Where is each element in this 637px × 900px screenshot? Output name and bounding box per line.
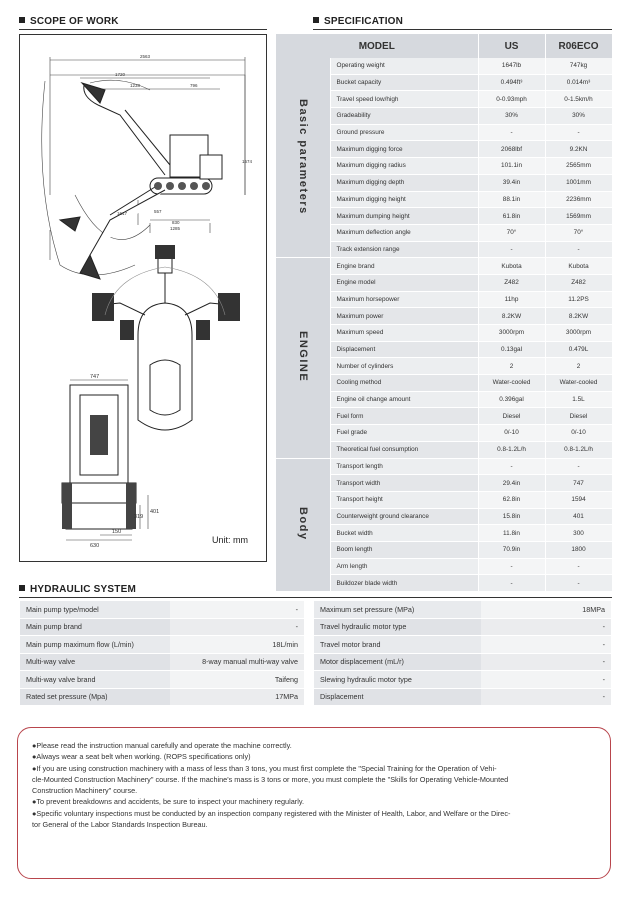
dim-label: 830 bbox=[172, 220, 180, 225]
spec-us-value: - bbox=[478, 575, 545, 592]
spec-metric-value: 0.479L bbox=[545, 341, 612, 358]
dim-label: 1238 bbox=[130, 83, 141, 88]
spec-us-value: 70° bbox=[478, 224, 545, 241]
scope-section-title: SCOPE OF WORK bbox=[19, 16, 119, 27]
notice-line: ●If you are using construction machinery with a mass of less than 3 tons, you must first complete the "Special Training for the Operation of Vehi- bbox=[32, 763, 497, 773]
spec-title-rule bbox=[313, 29, 612, 30]
spec-metric-value: 2565mm bbox=[545, 158, 612, 175]
safety-notice-box bbox=[17, 727, 611, 879]
hydraulic-section-title: HYDRAULIC SYSTEM bbox=[19, 584, 136, 595]
spec-us-value: 39.4in bbox=[478, 174, 545, 191]
spec-metric-value: - bbox=[545, 558, 612, 575]
dim-label: 796 bbox=[190, 83, 198, 88]
hydraulic-row bbox=[20, 653, 304, 671]
spec-metric-value: 1569mm bbox=[545, 208, 612, 225]
spec-param: Maximum power bbox=[330, 308, 478, 325]
spec-param: Maximum horsepower bbox=[330, 291, 478, 308]
hydraulic-value: - bbox=[481, 636, 611, 654]
hydraulic-value: - bbox=[481, 653, 611, 671]
spec-metric-value: 70° bbox=[545, 224, 612, 241]
spec-group-name: Body bbox=[296, 507, 309, 541]
hydraulic-label: Multi-way valve bbox=[20, 653, 170, 671]
spec-param: Maximum dumping height bbox=[330, 208, 478, 225]
spec-metric-value: 2236mm bbox=[545, 191, 612, 208]
spec-us-value: 0.8-1.2L/h bbox=[478, 441, 545, 458]
spec-metric-value: 11.2PS bbox=[545, 291, 612, 308]
spec-us-value: 0.396gal bbox=[478, 391, 545, 408]
spec-us-value: 88.1in bbox=[478, 191, 545, 208]
hydraulic-row bbox=[314, 671, 611, 689]
spec-param: Maximum deflection angle bbox=[330, 224, 478, 241]
hydraulic-row bbox=[314, 636, 611, 654]
spec-param: Bucket width bbox=[330, 525, 478, 542]
spec-param: Maximum digging height bbox=[330, 191, 478, 208]
spec-param: Transport width bbox=[330, 475, 478, 492]
hydraulic-row bbox=[314, 688, 611, 706]
spec-metric-value: 0.014m³ bbox=[545, 74, 612, 91]
spec-us-value: 1647lb bbox=[478, 58, 545, 74]
hydraulic-title-rule bbox=[19, 597, 612, 598]
dim-label: 1285 bbox=[170, 226, 181, 231]
hydraulic-value: 18MPa bbox=[481, 601, 611, 618]
header-model-name: R06ECO bbox=[545, 34, 612, 58]
hydraulic-row bbox=[314, 618, 611, 636]
spec-param: Ground pressure bbox=[330, 124, 478, 141]
spec-us-value: 8.2KW bbox=[478, 308, 545, 325]
notice-line: cle-Mounted Construction Machinery" course. If the machine's mass is 3 tons or more, you must complete the "Skills for Operating Vehicle-Mounted bbox=[32, 774, 509, 784]
scope-title-rule bbox=[19, 29, 267, 30]
spec-metric-value: Diesel bbox=[545, 408, 612, 425]
spec-metric-value: 300 bbox=[545, 525, 612, 542]
dim-label: 1574 bbox=[242, 159, 253, 164]
spec-group-name: Basic parameters bbox=[296, 98, 309, 215]
spec-param: Travel speed low/high bbox=[330, 91, 478, 108]
spec-us-value: 2 bbox=[478, 358, 545, 375]
hydraulic-row bbox=[20, 671, 304, 689]
spec-param: Operating weight bbox=[330, 58, 478, 74]
hydraulic-label: Maximum set pressure (MPa) bbox=[314, 601, 481, 618]
hydraulic-value: Taifeng bbox=[170, 671, 304, 689]
spec-param: Maximum digging force bbox=[330, 141, 478, 158]
dim-label: 1720 bbox=[115, 72, 126, 77]
spec-metric-value: - bbox=[545, 458, 612, 475]
excavator-drawing bbox=[20, 35, 266, 561]
hydraulic-row bbox=[20, 636, 304, 654]
spec-metric-value: 0/-10 bbox=[545, 425, 612, 442]
spec-group-label bbox=[276, 258, 330, 458]
spec-row bbox=[276, 58, 612, 74]
spec-us-value: Diesel bbox=[478, 408, 545, 425]
hydraulic-label: Slewing hydraulic motor type bbox=[314, 671, 481, 689]
spec-group-label bbox=[276, 58, 330, 258]
spec-param: Transport length bbox=[330, 458, 478, 475]
notice-line: ●Please read the instruction manual carefully and operate the machine correctly. bbox=[32, 741, 292, 750]
spec-metric-value: 8.2KW bbox=[545, 308, 612, 325]
notice-line: ●Specific voluntary inspections must be conducted by an inspection company registered with the Minister of Health, Labor, and Welfare or the Direc- bbox=[32, 808, 511, 818]
spec-metric-value: 30% bbox=[545, 108, 612, 125]
spec-param: Fuel grade bbox=[330, 425, 478, 442]
hydraulic-label: Main pump brand bbox=[20, 618, 170, 636]
hydraulic-value: - bbox=[481, 688, 611, 706]
hydraulic-row bbox=[20, 601, 304, 618]
spec-metric-value: 2 bbox=[545, 358, 612, 375]
spec-us-value: - bbox=[478, 458, 545, 475]
spec-row bbox=[276, 258, 612, 275]
header-us: US bbox=[478, 34, 545, 58]
spec-metric-value: 3000rpm bbox=[545, 325, 612, 342]
spec-param: Number of cylinders bbox=[330, 358, 478, 375]
spec-us-value: 0.13gal bbox=[478, 341, 545, 358]
hydraulic-value: 18L/min bbox=[170, 636, 304, 654]
hydraulic-row bbox=[314, 601, 611, 618]
spec-us-value: - bbox=[478, 558, 545, 575]
spec-param: Counterweight ground clearance bbox=[330, 508, 478, 525]
spec-metric-value: 1800 bbox=[545, 541, 612, 558]
hydraulic-value: - bbox=[481, 671, 611, 689]
dim-label: 319 bbox=[134, 514, 144, 520]
hydraulic-row bbox=[314, 653, 611, 671]
hydraulic-value: 17MPa bbox=[170, 688, 304, 706]
spec-metric-value: Z482 bbox=[545, 274, 612, 291]
spec-us-value: 101.1in bbox=[478, 158, 545, 175]
spec-param: Track extension range bbox=[330, 241, 478, 258]
spec-param: Fuel form bbox=[330, 408, 478, 425]
spec-group-label bbox=[276, 458, 330, 592]
spec-param: Theoretical fuel consumption bbox=[330, 441, 478, 458]
hydraulic-row bbox=[20, 618, 304, 636]
spec-metric-value: 0-1.5km/h bbox=[545, 91, 612, 108]
spec-param: Engine model bbox=[330, 274, 478, 291]
spec-us-value: Water-cooled bbox=[478, 375, 545, 392]
spec-us-value: - bbox=[478, 124, 545, 141]
spec-param: Boom length bbox=[330, 541, 478, 558]
spec-param: Maximum digging radius bbox=[330, 158, 478, 175]
spec-metric-value: - bbox=[545, 124, 612, 141]
notice-line: ●To prevent breakdowns and accidents, be sure to inspect your machinery regularly. bbox=[32, 797, 304, 807]
dim-label: 1617 bbox=[117, 211, 128, 216]
spec-metric-value: - bbox=[545, 241, 612, 258]
spec-metric-value: 9.2KN bbox=[545, 141, 612, 158]
notice-line: ●Always wear a seat belt when working. (ROPS specifications only) bbox=[32, 752, 251, 762]
scope-drawing-panel bbox=[19, 34, 267, 562]
spec-us-value: 2068lbf bbox=[478, 141, 545, 158]
spec-param: Engine oil change amount bbox=[330, 391, 478, 408]
spec-metric-value: Kubota bbox=[545, 258, 612, 275]
hydraulic-label: Main pump maximum flow (L/min) bbox=[20, 636, 170, 654]
spec-metric-value: 747kg bbox=[545, 58, 612, 74]
spec-us-value: 29.4in bbox=[478, 475, 545, 492]
spec-us-value: 0-0.93mph bbox=[478, 91, 545, 108]
dim-label: 747 bbox=[90, 374, 100, 380]
spec-param: Maximum speed bbox=[330, 325, 478, 342]
spec-us-value: 30% bbox=[478, 108, 545, 125]
spec-metric-value: Water-cooled bbox=[545, 375, 612, 392]
unit-label: Unit: mm bbox=[212, 535, 248, 545]
spec-param: Transport height bbox=[330, 491, 478, 508]
hydraulic-value: - bbox=[170, 618, 304, 636]
hydraulic-label: Travel motor brand bbox=[314, 636, 481, 654]
spec-metric-value: 1.5L bbox=[545, 391, 612, 408]
spec-metric-value: 747 bbox=[545, 475, 612, 492]
spec-section-title: SPECIFICATION bbox=[313, 16, 403, 27]
hydraulic-label: Displacement bbox=[314, 688, 481, 706]
notice-line: Construction Machinery" course. bbox=[32, 786, 138, 796]
dim-label: 401 bbox=[150, 509, 160, 515]
spec-header-row bbox=[276, 34, 612, 58]
hydraulic-value: - bbox=[170, 601, 304, 618]
spec-param: Buildozer blade width bbox=[330, 575, 478, 592]
spec-us-value: 62.8in bbox=[478, 491, 545, 508]
spec-metric-value: 1001mm bbox=[545, 174, 612, 191]
hydraulic-value: - bbox=[481, 618, 611, 636]
spec-us-value: 70.9in bbox=[478, 541, 545, 558]
dim-label: 630 bbox=[90, 543, 100, 549]
header-model: MODEL bbox=[276, 34, 478, 58]
spec-us-value: 0.494ft³ bbox=[478, 74, 545, 91]
specification-table bbox=[276, 34, 613, 592]
spec-us-value: 11hp bbox=[478, 291, 545, 308]
spec-param: Maximum digging depth bbox=[330, 174, 478, 191]
spec-param: Cooling method bbox=[330, 375, 478, 392]
spec-us-value: 0/-10 bbox=[478, 425, 545, 442]
hydraulic-label: Travel hydraulic motor type bbox=[314, 618, 481, 636]
hydraulic-table-left bbox=[20, 601, 304, 706]
spec-us-value: 11.8in bbox=[478, 525, 545, 542]
spec-us-value: 15.8in bbox=[478, 508, 545, 525]
spec-param: Engine brand bbox=[330, 258, 478, 275]
hydraulic-label: Multi-way valve brand bbox=[20, 671, 170, 689]
dim-label: 2563 bbox=[140, 54, 151, 59]
spec-us-value: 3000rpm bbox=[478, 325, 545, 342]
hydraulic-table-right bbox=[314, 601, 611, 706]
spec-us-value: 61.8in bbox=[478, 208, 545, 225]
dim-label: 150 bbox=[112, 529, 122, 535]
hydraulic-value: 8-way manual multi-way valve bbox=[170, 653, 304, 671]
hydraulic-label: Main pump type/model bbox=[20, 601, 170, 618]
spec-us-value: - bbox=[478, 241, 545, 258]
spec-metric-value: 401 bbox=[545, 508, 612, 525]
hydraulic-label: Rated set pressure (Mpa) bbox=[20, 688, 170, 706]
spec-group-name: ENGINE bbox=[296, 331, 309, 383]
dim-label: 557 bbox=[154, 209, 162, 214]
spec-row bbox=[276, 458, 612, 475]
spec-param: Arm length bbox=[330, 558, 478, 575]
spec-metric-value: 0.8-1.2L/h bbox=[545, 441, 612, 458]
spec-param: Gradeability bbox=[330, 108, 478, 125]
hydraulic-row bbox=[20, 688, 304, 706]
spec-metric-value: 1594 bbox=[545, 491, 612, 508]
spec-param: Displacement bbox=[330, 341, 478, 358]
hydraulic-label: Motor displacement (mL/r) bbox=[314, 653, 481, 671]
spec-param: Bucket capacity bbox=[330, 74, 478, 91]
spec-us-value: Z482 bbox=[478, 274, 545, 291]
notice-line: tor General of the Labor Standards Inspection Bureau. bbox=[32, 820, 208, 830]
spec-us-value: Kubota bbox=[478, 258, 545, 275]
spec-metric-value: - bbox=[545, 575, 612, 592]
